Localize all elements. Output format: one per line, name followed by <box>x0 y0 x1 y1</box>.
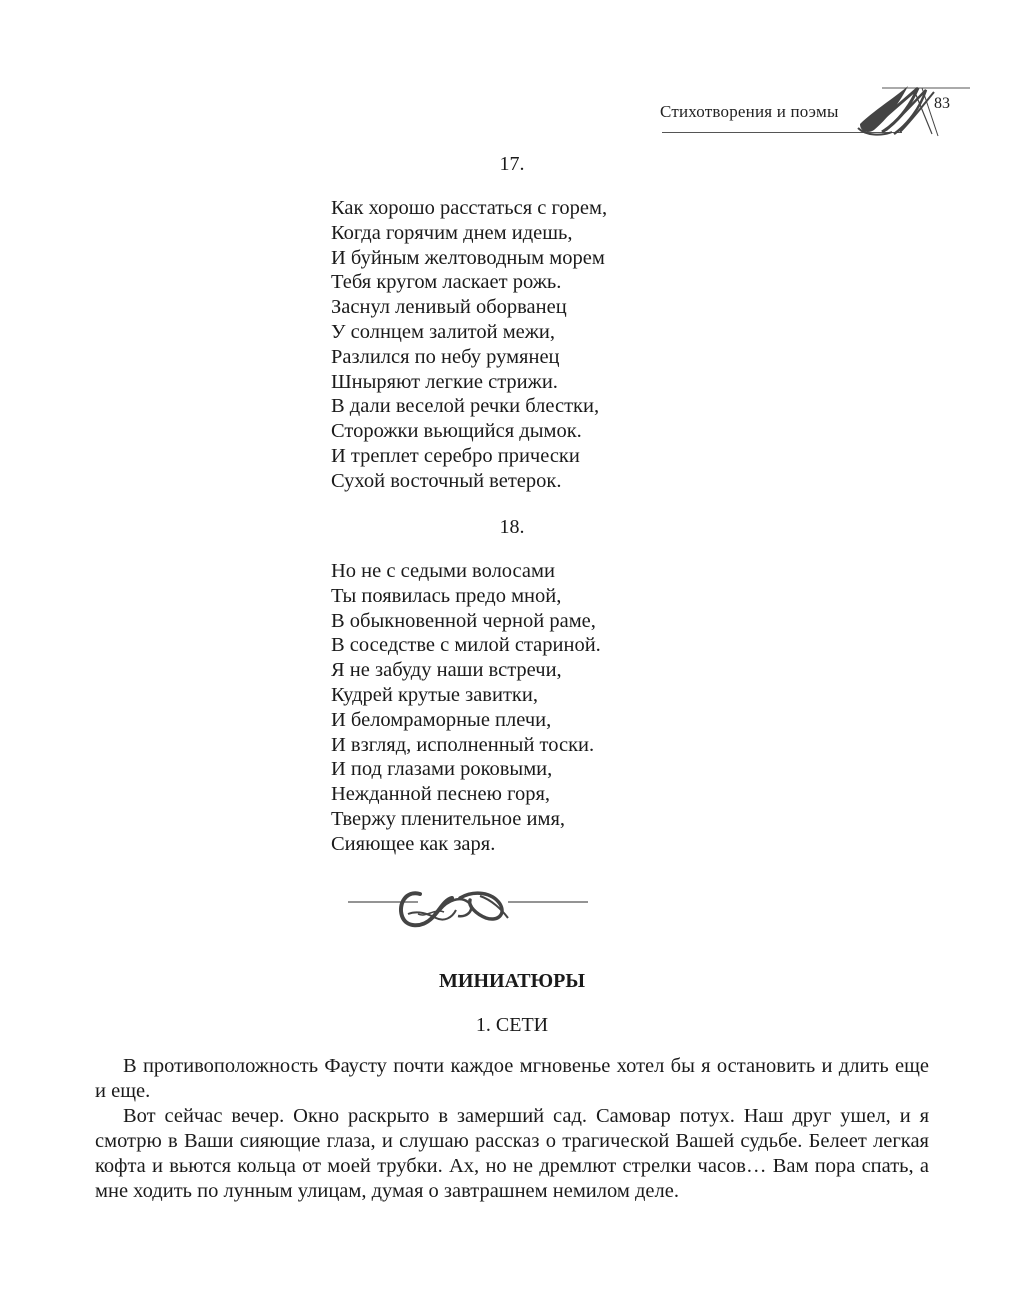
poem-line: Ты появилась предо мной, <box>331 584 562 607</box>
poem-line: Когда горячим днем идешь, <box>331 221 573 244</box>
poem-line: И взгляд, исполненный тоски. <box>331 733 595 756</box>
poem-line: Но не с седыми волосами <box>331 560 555 582</box>
poem-line: И беломраморные плечи, <box>331 708 552 731</box>
poem-line: Сухой восточный ветерок. <box>331 469 562 492</box>
prose-body <box>95 1054 929 1204</box>
poem-line: И под глазами роковыми, <box>331 758 553 781</box>
poem-number: 18. <box>499 516 525 538</box>
poem-line: И треплет серебро прически <box>331 444 580 467</box>
poem-line: Заснул ленивый оборванец <box>331 296 567 319</box>
section-title: МИНИАТЮРЫ <box>439 970 585 992</box>
poem-line: У солнцем залитой межи, <box>331 320 556 343</box>
page-number: 83 <box>934 95 950 112</box>
poem-line: Сторожки вьющийся дымок. <box>331 420 582 443</box>
poem-line: Как хорошо расстаться с горем, <box>331 197 608 219</box>
poem-line: Тебя кругом ласкает рожь. <box>331 271 562 294</box>
header-flourish-icon <box>852 78 972 140</box>
poem-line: Шныряют легкие стрижи. <box>331 370 558 393</box>
running-header-title: Стихотворения и поэмы <box>660 102 839 121</box>
poem-stanza <box>331 196 607 494</box>
paragraph: Вот сейчас вечер. Окно раскрыто в замерший сад. Самовар потух. Наш друг ушел, и я смотрю в Ваши сияющие глаза, и слушаю рассказ о трагической Вашей судьбе. Белеет легкая кофта и вьются кольца от моей трубки. Ах, но не дремлют стрелки часов… Вам пора спать, а мне ходить по лунным улицам, думая о завтрашнем немилом деле. <box>95 1105 929 1202</box>
subsection-title: 1. СЕТИ <box>475 1014 549 1036</box>
poem-line: В соседстве с милой стариной. <box>331 634 601 657</box>
poem-line: Твержу пленительное имя, <box>331 807 566 830</box>
poem-number: 17. <box>499 153 525 175</box>
poem-stanza <box>331 559 601 857</box>
poem-line: Нежданной песнею горя, <box>331 783 551 806</box>
poem-line: В обыкновенной черной раме, <box>331 609 596 632</box>
poem-line: Сияющее как заря. <box>331 832 496 855</box>
poem-line: В дали веселой речки блестки, <box>331 395 600 418</box>
paragraph: В противоположность Фаусту почти каждое мгновенье хотел бы я остановить и длить еще и еще. <box>95 1055 929 1102</box>
divider-flourish-icon <box>348 884 588 936</box>
poem-line: Разлился по небу румянец <box>331 345 560 368</box>
poem-line: И буйным желтоводным морем <box>331 246 605 269</box>
poem-line: Я не забуду наши встречи, <box>331 659 562 682</box>
poem-line: Кудрей крутые завитки, <box>331 683 538 706</box>
